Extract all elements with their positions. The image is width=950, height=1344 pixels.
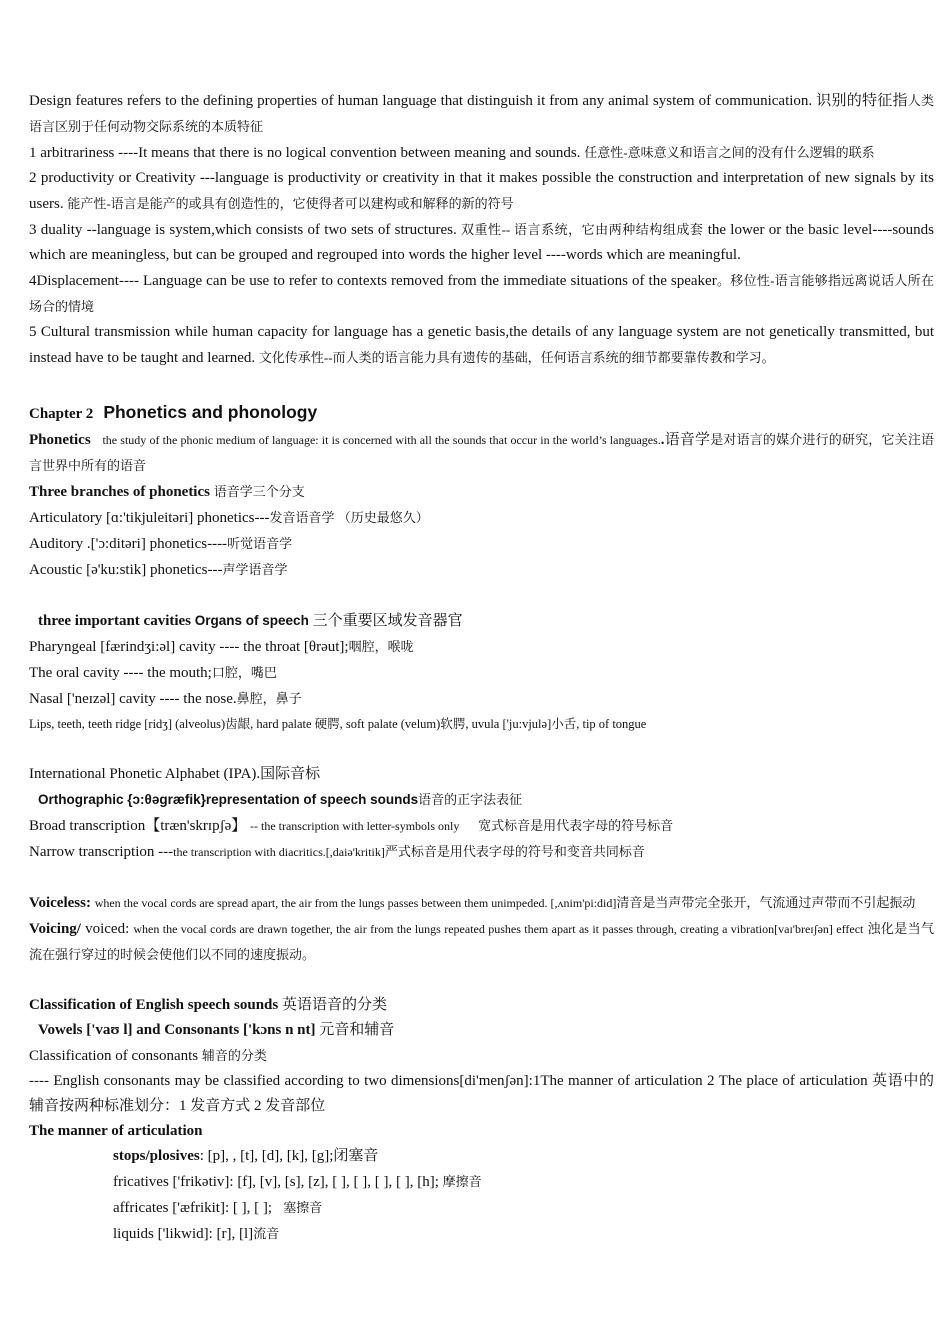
fricatives-en: fricatives ['frikətiv]: [f], [v], [s], [z], [ ], [ ], [ ], [ ], [h]; [113,1174,439,1190]
phonetics-def-en: the study of the phonic medium of language: it is concerned with all the sounds that occur in the world’s languages. [102,433,661,447]
articulatory-en: Articulatory [ɑ:'tikjuleitəri] phonetics--- [29,510,270,526]
design-features-cn-a: 识别的特征指 [816,93,908,109]
spacer [29,737,934,762]
arbitrariness-cn: 任意性-意味意义和语言之间的没有什么逻辑的联系 [584,145,875,160]
dimensions-en: ---- English consonants may be classified according to two dimensions[di'menʃən]:1The manner of articulation 2 The place of articulation [29,1073,868,1089]
cavities-head-b: Organs of speech [194,613,309,628]
phonetics-term: Phonetics [29,432,91,448]
narrow-a: Narrow transcription --- [29,844,174,860]
nasal-en: Nasal ['neɪzəl] cavity ---- the nose. [29,691,237,707]
consonants-heading [29,1043,934,1069]
displacement-paragraph [29,268,934,320]
broad-transcription-line [29,813,934,839]
manner-title: The manner of articulation [29,1123,203,1139]
cultural-transmission-paragraph [29,320,934,371]
narrow-cn: 严式标音是用代表字母的符号和变音共同标音 [384,844,645,859]
branches-en: Three branches of phonetics [29,484,210,500]
voiced-def: when the vocal cords are drawn together, the air from the lungs repeated pushes them apart as it passes through, creating a vibration[vaɪ'breɪʃən] effect [133,922,864,936]
auditory-cn: 听觉语音学 [227,536,293,551]
orthographic-a: Orthographic [38,792,124,807]
orthographic-b: representation of speech sounds [205,792,419,807]
stops-term: stops/plosives [113,1148,200,1164]
vowels-consonants-cn: 元音和辅音 [319,1022,395,1038]
pharyngeal-line [29,634,934,660]
duality-paragraph [29,217,934,268]
phonetics-def-cn-b: 是对语言的媒介进行的研究，它关注语言世界中所有的语音 [29,432,934,473]
articulatory-cn: 发音语音学 （历史最悠久） [269,510,429,525]
dimensions-paragraph [29,1069,934,1119]
spacer [29,371,934,396]
classification-cn: 英语语音的分类 [281,997,387,1013]
articulatory-line [29,505,934,531]
liquids-en: liquids ['likwid]: [r], [l] [113,1226,254,1242]
acoustic-line [29,557,934,583]
stops-line [29,1144,934,1169]
consonants-en: Classification of consonants [29,1048,199,1064]
productivity-paragraph [29,166,934,217]
spacer [29,865,934,890]
auditory-line [29,531,934,557]
cultural-cn: 文化传承性--而人类的语言能力具有遗传的基础，任何语言系统的细节都要靠传教和学习。 [258,350,775,365]
design-features-en: Design features refers to the defining properties of human language that distinguish it from any animal system of communication. [29,93,813,109]
chapter-title: Phonetics and phonology [103,402,318,422]
phonetics-definition [29,427,934,479]
productivity-cn: 能产性-语言是能产的或具有创造性的，它使得者可以建构或和解释的新的符号 [67,196,514,211]
duality-en-b: the lower or the basic level----sounds which are meaningless, but can be grouped and regrouped into words the higher level ----words which are meaningful. [29,222,934,263]
orthographic-pron: {ɔ:θəɡræfik} [127,792,206,807]
chapter-heading [29,400,934,427]
liquids-line [29,1221,934,1247]
productivity-en: 2 productivity or Creativity ---language is productivity or creativity in that it makes possible the construction and interpretation of new signals by its users. [29,170,934,212]
arbitrariness-en: 1 arbitrariness ----It means that there is no logical convention between meaning and sounds. [29,145,581,161]
speech-organs-list: Lips, teeth, teeth ridge [ridʒ] (alveolus)齿龈, hard palate 硬腭, soft palate (velum)软腭, uvula ['ju:vjulə]小舌, tip of tongue [29,717,647,731]
phonetics-def-cn-a: 语音学 [664,432,711,448]
vowels-consonants-en: Vowels ['vaʊ l] and Consonants ['kɔns n nt] [38,1022,316,1038]
consonants-cn: 辅音的分类 [201,1048,267,1063]
duality-cn: 双重性-- 语言系统，它由两种结构组成套 [461,222,704,237]
oral-en: The oral cavity ---- the mouth; [29,665,212,681]
affricates-cn: 塞擦音 [283,1200,323,1215]
cavities-head-a: three important cavities [38,613,192,629]
broad-b: -- the transcription with letter-symbols only [250,819,460,833]
ipa-heading [29,762,934,787]
voiced-paragraph [29,916,934,968]
dimensions-cn: 英语中的辅音按两种标准划分：1 发音方式 2 发音部位 [29,1073,934,1114]
narrow-b: the transcription with diacritics.[,daiə'kritik] [173,845,385,859]
ipa-title-cn: 国际音标 [260,766,321,782]
voiceless-term: Voiceless: [29,895,91,911]
fricatives-cn: 摩擦音 [442,1174,482,1189]
liquids-cn: 流音 [253,1226,280,1241]
voiceless-paragraph [29,890,934,916]
spacer [29,583,934,608]
cultural-en: 5 Cultural transmission while human capacity for language has a genetic basis,the details of any language system are not genetically transmitted, but instead have to be taught and learned. [29,324,934,366]
spacer [29,968,934,993]
manner-heading [29,1119,934,1144]
orthographic-line [29,787,934,813]
classification-heading [29,993,934,1018]
acoustic-en: Acoustic [ə'ku:stik] phonetics--- [29,562,223,578]
stops-cn: 闭塞音 [333,1148,379,1164]
displacement-en: 4Displacement---- Language can be use to refer to contexts removed from the immediate situations of the speaker [29,273,717,289]
branches-heading [29,479,934,505]
duality-en-a: 3 duality --language is system,which consists of two sets of structures. [29,222,457,238]
oral-line [29,660,934,686]
oral-cn: 口腔，嘴巴 [211,665,277,680]
voiceless-cn: 清音是当声带完全张开，气流通过声带而不引起振动 [616,895,916,910]
classification-en: Classification of English speech sounds [29,997,279,1013]
broad-a: Broad transcription【træn'skrɪpʃə】 [29,818,247,834]
document-body [29,88,934,1247]
vowels-consonants-heading [29,1018,934,1043]
orthographic-cn: 语音的正字法表征 [418,792,523,807]
voiced-cn: 浊化是当气流在强行穿过的时候会使他们以不同的速度振动。 [29,921,934,962]
auditory-en: Auditory .['ɔ:ditəri] phonetics---- [29,536,228,552]
phonetics-dot: . [660,432,665,448]
cavities-head-cn: 三个重要区域发音器官 [312,613,463,629]
design-features-cn-b: 人类语言区别于任何动物交际系统的本质特征 [29,93,934,134]
affricates-en: affricates ['æfrikit]: [ ], [ ]; [113,1200,273,1216]
voiceless-def: when the vocal cords are spread apart, the air from the lungs passes between them unimpeded. [,ʌnim'pi:did] [94,896,617,910]
design-features-paragraph [29,88,934,140]
broad-cn: 宽式标音是用代表字母的符号标音 [478,818,674,833]
speech-organs-line [29,712,934,737]
voiced-term-a: Voicing/ [29,921,81,937]
voiced-term-b: voiced: [80,921,130,937]
narrow-transcription-line [29,839,934,865]
ipa-title-en: International Phonetic Alphabet (IPA). [29,766,261,782]
affricates-line [29,1195,934,1221]
nasal-line [29,686,934,712]
stops-values: : [p], , [t], [d], [k], [g]; [199,1148,334,1164]
pharyngeal-en: Pharyngeal [færindʒi:əl] cavity ---- the throat [θrəut]; [29,639,349,655]
branches-cn: 语音学三个分支 [213,484,305,499]
displacement-cn: 。移位性-语言能够指远离说话人所在场合的情境 [29,273,934,314]
pharyngeal-cn: 咽腔，喉咙 [348,639,414,654]
fricatives-line [29,1169,934,1195]
chapter-number: Chapter 2 [29,406,94,422]
arbitrariness-paragraph [29,140,934,166]
acoustic-cn: 声学语音学 [222,562,288,577]
cavities-heading [29,608,934,634]
nasal-cn: 鼻腔，鼻子 [236,691,302,706]
